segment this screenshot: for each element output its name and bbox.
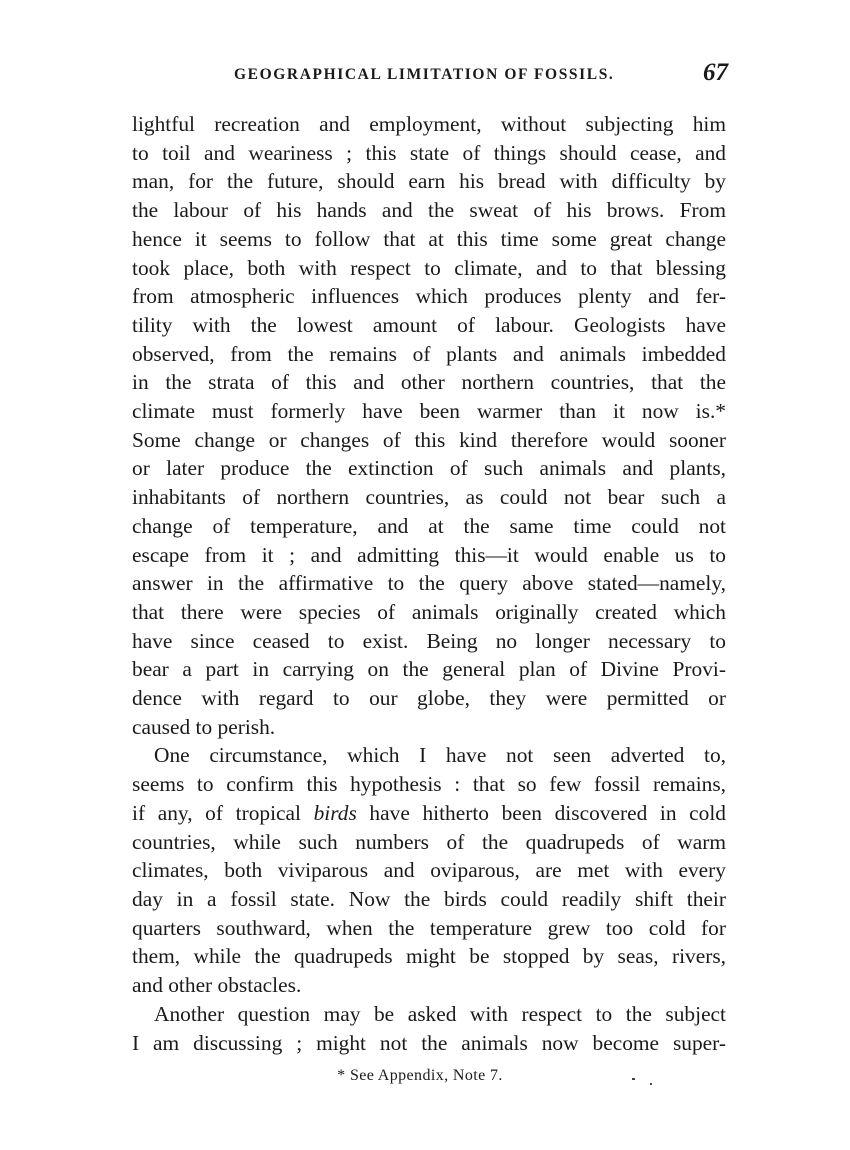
text-line: Some change or changes of this kind therefore would sooner <box>132 427 726 452</box>
text-line: hence it seems to follow that at this time some great change <box>132 226 726 251</box>
text-line: climate must formerly have been warmer than it now is.* <box>132 399 726 424</box>
text-line: day in a fossil state. Now the birds could readily shift their <box>132 886 726 911</box>
text-line: countries, while such numbers of the quadrupeds of warm <box>132 829 726 854</box>
text-line: observed, from the remains of plants and animals imbedded <box>132 341 726 366</box>
running-head <box>130 59 728 92</box>
text-line: lightful recreation and employment, without subjecting him <box>132 112 726 136</box>
text-line: have since ceased to exist. Being no longer necessary to <box>132 628 726 653</box>
text-line: Another question may be asked with respect to the subject <box>154 1001 726 1026</box>
text-line: and other obstacles. <box>132 973 302 998</box>
text-line: One circumstance, which I have not seen adverted to, <box>154 743 726 768</box>
italic-word: birds <box>313 800 357 825</box>
text-line: to toil and weariness ; this state of things should cease, and <box>132 140 726 165</box>
text-line: escape from it ; and admitting this—it would enable us to <box>132 542 726 567</box>
text-line: dence with regard to our globe, they were permitted or <box>132 686 726 711</box>
text-line: that there were species of animals originally created which <box>132 599 726 624</box>
line-before-italic: if any, of tropical <box>132 800 314 825</box>
text-line: or later produce the extinction of such animals and plants, <box>132 456 726 481</box>
text-line: I am discussing ; might not the animals now become super- <box>132 1030 726 1055</box>
text-line: them, while the quadrupeds might be stopped by seas, rivers, <box>132 944 726 969</box>
text-line: climates, both viviparous and oviparous, are met with every <box>132 858 726 883</box>
print-speck <box>632 1078 635 1080</box>
text-line: seems to confirm this hypothesis : that so few fossil remains, <box>132 772 726 797</box>
text-line: answer in the affirmative to the query above stated—namely, <box>132 571 726 596</box>
text-line: tility with the lowest amount of labour. Geologists have <box>132 312 726 337</box>
text-line: from atmospheric influences which produces plenty and fer- <box>132 284 726 309</box>
text-line: change of temperature, and at the same time could not <box>132 513 726 538</box>
text-line: bear a part in carrying on the general plan of Divine Provi- <box>132 657 726 682</box>
text-line: quarters southward, when the temperature grew too cold for <box>132 915 726 940</box>
page-number: 67 <box>703 59 728 86</box>
text-line: caused to perish. <box>132 714 276 739</box>
footnote-marker: * <box>337 1067 346 1084</box>
text-line: the labour of his hands and the sweat of his brows. From <box>132 198 726 223</box>
text-line: took place, both with respect to climate, and to that blessing <box>132 255 726 280</box>
line-after-italic: have hitherto been discovered in cold <box>356 800 727 825</box>
footnote-text: See Appendix, Note 7. <box>349 1067 503 1084</box>
running-title: GEOGRAPHICAL LIMITATION OF FOSSILS. <box>234 66 615 83</box>
text-line: in the strata of this and other northern countries, that the <box>132 370 726 395</box>
text-line: man, for the future, should earn his bread with difficulty by <box>132 169 726 194</box>
text-line <box>132 799 726 828</box>
print-speck <box>650 1083 652 1085</box>
footnote <box>0 1067 850 1085</box>
body-text <box>132 110 726 1057</box>
text-line: inhabitants of northern countries, as could not bear such a <box>132 485 726 510</box>
